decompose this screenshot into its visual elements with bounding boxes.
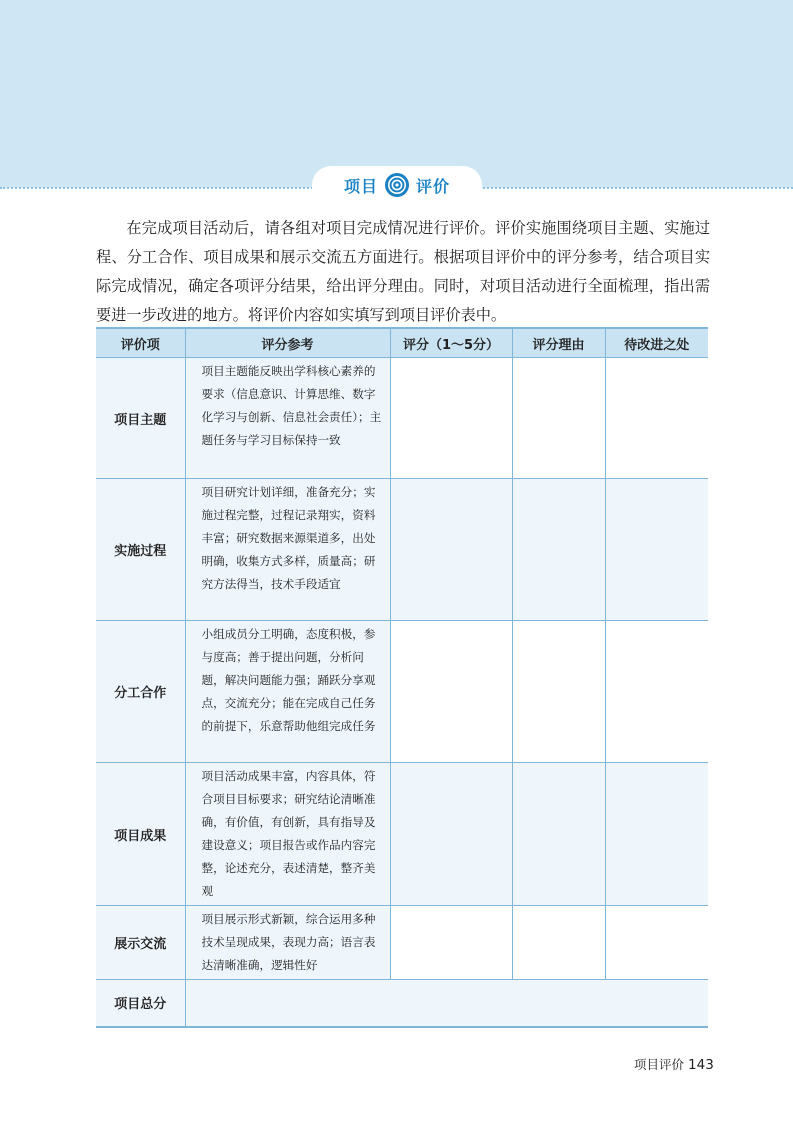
score-cell[interactable] <box>390 906 512 980</box>
header-reason: 评分理由 <box>512 328 605 358</box>
reason-cell[interactable] <box>512 358 605 479</box>
improvement-cell[interactable] <box>605 358 708 479</box>
row-item-label: 实施过程 <box>96 479 185 621</box>
section-title-left: 项目 <box>343 176 378 196</box>
score-cell[interactable] <box>390 763 512 906</box>
improvement-cell[interactable] <box>605 906 708 980</box>
row-reference: 项目研究计划详细，准备充分；实施过程完整，过程记录翔实，资料丰富；研究数据来源渠道多，出处明确，收集方式多样，质量高；研究方法得当，技术手段适宜 <box>185 479 390 621</box>
row-reference: 项目活动成果丰富，内容具体，符合项目目标要求；研究结论清晰准确，有价值，有创新，具有指导及建设意义；项目报告或作品内容完整，论述充分，表述清楚，整齐美观 <box>185 763 390 906</box>
header-reference: 评分参考 <box>185 328 390 358</box>
intro-paragraph: 在完成项目活动后，请各组对项目完成情况进行评价。评价实施围绕项目主题、实施过程、分工合作、项目成果和展示交流五方面进行。根据项目评价中的评分参考，结合项目实际完成情况，确定各项评分结果，给出评分理由。同时，对项目活动进行全面梳理，指出需要进一步改进的地方。将评价内容如实填写到项目评价表中。 <box>96 219 710 324</box>
score-cell[interactable] <box>390 358 512 479</box>
row-reference: 小组成员分工明确，态度积极，参与度高；善于提出问题，分析问题，解决问题能力强；踊跃分享观点，交流充分；能在完成自己任务的前提下，乐意帮助他组完成任务 <box>185 621 390 763</box>
header-item: 评价项 <box>96 328 185 358</box>
table-row <box>96 479 708 621</box>
score-cell[interactable] <box>390 479 512 621</box>
table-row <box>96 906 708 980</box>
page-number: 143 <box>688 1057 714 1073</box>
improvement-cell[interactable] <box>605 479 708 621</box>
total-label: 项目总分 <box>96 980 185 1027</box>
section-title <box>312 166 482 204</box>
improvement-cell[interactable] <box>605 763 708 906</box>
total-score-cell[interactable] <box>185 980 708 1027</box>
header-improvement: 待改进之处 <box>605 328 708 358</box>
header-score: 评分（1～5分） <box>390 328 512 358</box>
table-header-row <box>96 328 708 358</box>
section-title-right: 评价 <box>416 176 451 196</box>
reason-cell[interactable] <box>512 479 605 621</box>
evaluation-table <box>96 327 708 1028</box>
total-row <box>96 980 708 1027</box>
page-footer <box>634 1055 714 1073</box>
improvement-cell[interactable] <box>605 621 708 763</box>
row-item-label: 展示交流 <box>96 906 185 980</box>
footer-label: 项目评价 <box>634 1057 685 1072</box>
table-row <box>96 763 708 906</box>
reason-cell[interactable] <box>512 906 605 980</box>
row-item-label: 项目成果 <box>96 763 185 906</box>
header-band <box>0 0 793 188</box>
row-item-label: 分工合作 <box>96 621 185 763</box>
row-reference: 项目主题能反映出学科核心素养的要求（信息意识、计算思维、数字化学习与创新、信息社会责任）；主题任务与学习目标保持一致 <box>185 358 390 479</box>
reason-cell[interactable] <box>512 621 605 763</box>
table-row <box>96 621 708 763</box>
row-item-label: 项目主题 <box>96 358 185 479</box>
table-row <box>96 358 708 479</box>
target-icon <box>384 172 410 198</box>
score-cell[interactable] <box>390 621 512 763</box>
row-reference: 项目展示形式新颖，综合运用多种技术呈现成果，表现力高；语言表达清晰准确，逻辑性好 <box>185 906 390 980</box>
reason-cell[interactable] <box>512 763 605 906</box>
